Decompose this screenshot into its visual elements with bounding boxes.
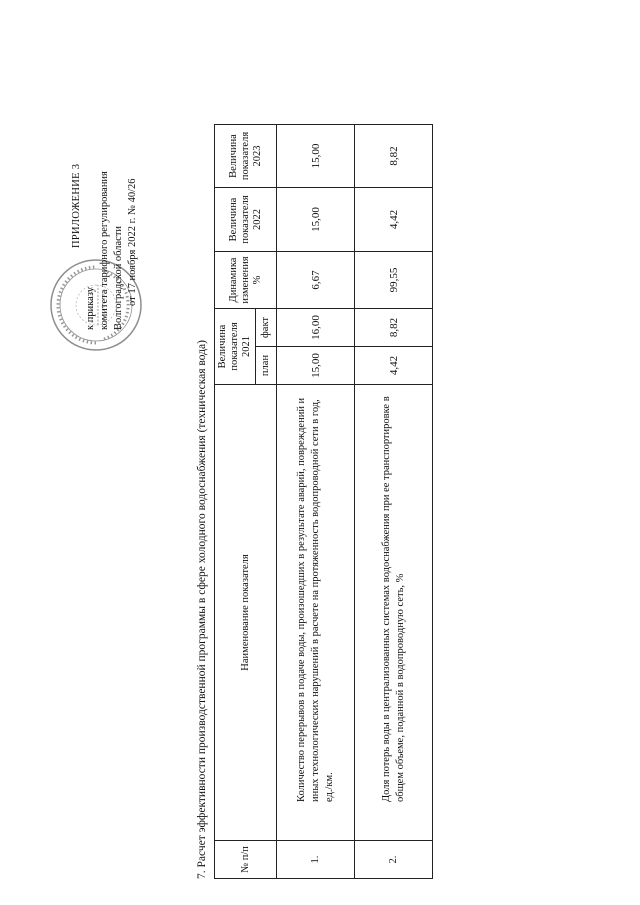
appendix-order-ref: к приказу <box>85 287 96 330</box>
row-name: Доля потерь воды в централизованных системах водоснабжения при ее транспортировке в общем объеме, поданной в водопроводную сеть, % <box>355 385 433 841</box>
row-value-2023: 15,00 <box>277 125 355 188</box>
header-plan: план <box>256 347 277 385</box>
table-header-row <box>215 125 256 879</box>
row-name: Количество перерывов в подаче воды, произошедших в результате аварий, повреждений и иных технологических нарушений в расчете на протяженность водопроводной сети в год, ед./км. <box>277 385 355 841</box>
row-fact: 16,00 <box>277 309 355 347</box>
efficiency-table <box>214 124 433 879</box>
appendix-committee: комитета тарифного регулирования <box>99 171 110 330</box>
row-dynamics: 99,55 <box>355 252 433 309</box>
row-value-2022: 4,42 <box>355 188 433 252</box>
header-value-2021: Величина показателя 2021 <box>215 309 256 385</box>
row-num: 2. <box>355 841 433 879</box>
section-title: 7. Расчет эффективности производственной программы в сфере холодного водоснабжения (техническая вода) <box>196 340 208 879</box>
appendix-date: от 17 ноября 2022 г. № 40/26 <box>127 178 138 306</box>
header-dynamics: Динамика изменения % <box>215 252 277 309</box>
row-plan: 4,42 <box>355 347 433 385</box>
row-fact: 8,82 <box>355 309 433 347</box>
header-value-2023: Величина показателя 2023 <box>215 125 277 188</box>
header-name: Наименование показателя <box>215 385 277 841</box>
table-row <box>355 125 433 879</box>
appendix-header <box>70 20 140 340</box>
header-fact: факт <box>256 309 277 347</box>
row-value-2022: 15,00 <box>277 188 355 252</box>
appendix-title: ПРИЛОЖЕНИЕ 3 <box>71 163 82 248</box>
row-value-2023: 8,82 <box>355 125 433 188</box>
row-plan: 15,00 <box>277 347 355 385</box>
table-row <box>277 125 355 879</box>
header-num: № п/п <box>215 841 277 879</box>
row-num: 1. <box>277 841 355 879</box>
appendix-region: Волгоградской области <box>113 225 124 330</box>
row-dynamics: 6,67 <box>277 252 355 309</box>
header-value-2022: Величина показателя 2022 <box>215 188 277 252</box>
